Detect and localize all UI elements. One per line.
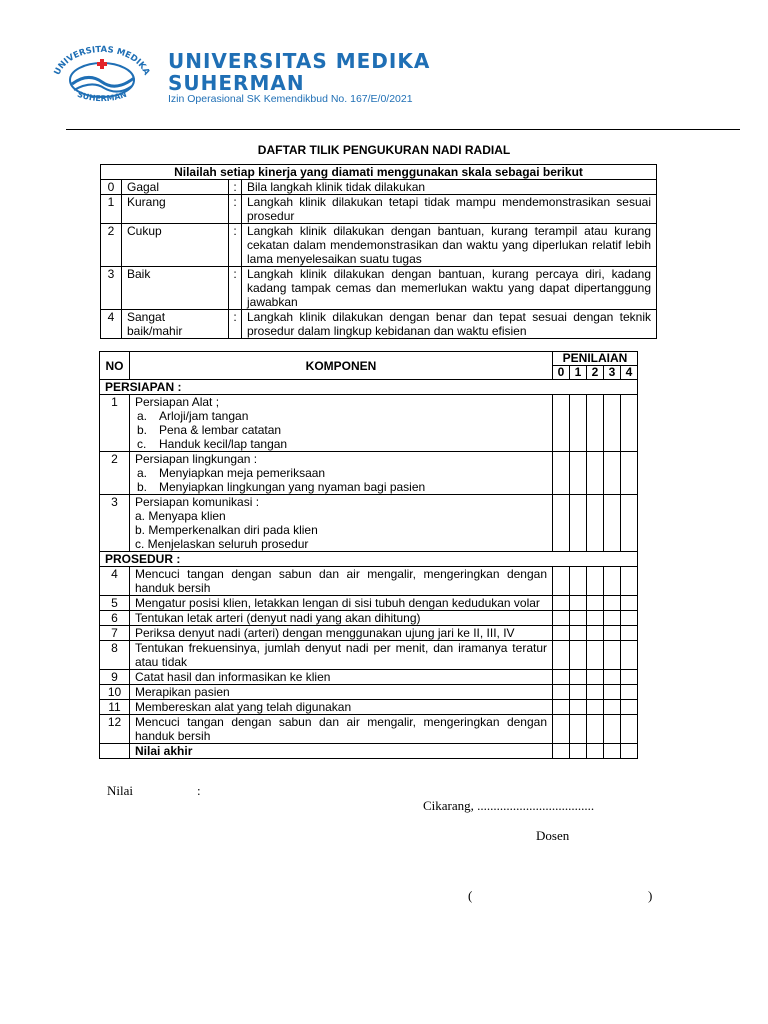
signature-paren-close: ) xyxy=(648,888,653,903)
table-row xyxy=(100,715,638,744)
score-cell[interactable] xyxy=(553,685,570,700)
header-divider xyxy=(66,129,740,130)
score-cell[interactable] xyxy=(621,641,638,670)
table-row xyxy=(100,596,638,611)
score-cell[interactable] xyxy=(621,670,638,685)
component-title: Persiapan komunikasi : xyxy=(135,495,260,509)
score-cell[interactable] xyxy=(570,700,587,715)
score-header: 0 xyxy=(553,366,570,380)
score-cell[interactable] xyxy=(587,744,604,759)
component-subitem: b. Menyiapkan lingkungan yang nyaman bagi pasien xyxy=(137,480,426,494)
score-cell[interactable] xyxy=(587,452,604,495)
score-cell[interactable] xyxy=(553,452,570,495)
score-cell[interactable] xyxy=(604,670,621,685)
score-cell[interactable] xyxy=(621,744,638,759)
table-row xyxy=(100,685,638,700)
score-cell[interactable] xyxy=(587,495,604,552)
score-cell[interactable] xyxy=(604,495,621,552)
row-number: 12 xyxy=(100,715,130,744)
score-cell[interactable] xyxy=(587,670,604,685)
section-persiapan: PERSIAPAN : xyxy=(100,380,638,395)
table-row xyxy=(100,567,638,596)
table-row xyxy=(100,611,638,626)
university-name xyxy=(168,50,430,94)
scale-colon: : xyxy=(229,195,242,224)
university-name-line2: SUHERMAN xyxy=(168,71,305,95)
nilai-colon: : xyxy=(197,783,201,798)
row-number: 3 xyxy=(100,495,130,552)
score-cell[interactable] xyxy=(553,626,570,641)
score-cell[interactable] xyxy=(604,611,621,626)
score-cell[interactable] xyxy=(621,685,638,700)
scale-row xyxy=(101,224,657,267)
col-header-komponen: KOMPONEN xyxy=(130,352,553,380)
score-cell[interactable] xyxy=(604,395,621,452)
scale-label: Sangat baik/mahir xyxy=(122,310,229,339)
table-row xyxy=(100,700,638,715)
row-component: Catat hasil dan informasikan ke klien xyxy=(130,670,553,685)
score-cell[interactable] xyxy=(621,395,638,452)
row-component: Mengatur posisi klien, letakkan lengan di sisi tubuh dengan kedudukan volar xyxy=(130,596,553,611)
component-subitem: c. Menjelaskan seluruh prosedur xyxy=(135,537,309,551)
scale-colon: : xyxy=(229,267,242,310)
scale-num: 4 xyxy=(101,310,122,339)
row-component xyxy=(130,495,553,552)
row-component xyxy=(130,395,553,452)
row-component xyxy=(130,452,553,495)
component-title: Persiapan lingkungan : xyxy=(135,452,258,466)
score-cell[interactable] xyxy=(553,495,570,552)
row-component: Tentukan letak arteri (denyut nadi yang akan dihitung) xyxy=(130,611,553,626)
scale-num: 2 xyxy=(101,224,122,267)
row-number xyxy=(100,744,130,759)
col-header-penilaian: PENILAIAN xyxy=(553,352,638,366)
scale-desc: Langkah klinik dilakukan dengan bantuan, kurang percaya diri, kadang kadang tampak cemas dan memerlukan waktu yang dapat dipertanggung jawabkan xyxy=(242,267,657,310)
score-cell[interactable] xyxy=(604,626,621,641)
scale-label: Gagal xyxy=(122,180,229,195)
score-cell[interactable] xyxy=(570,452,587,495)
component-subitem: b. Memperkenalkan diri pada klien xyxy=(135,523,318,537)
row-number: 2 xyxy=(100,452,130,495)
score-cell[interactable] xyxy=(553,596,570,611)
component-title: Persiapan Alat ; xyxy=(135,395,220,409)
score-cell[interactable] xyxy=(604,567,621,596)
score-cell[interactable] xyxy=(587,715,604,744)
scale-heading: Nilailah setiap kinerja yang diamati menggunakan skala sebagai berikut xyxy=(101,165,657,180)
score-cell[interactable] xyxy=(570,567,587,596)
score-cell[interactable] xyxy=(621,452,638,495)
score-cell[interactable] xyxy=(553,744,570,759)
score-cell[interactable] xyxy=(587,596,604,611)
score-cell[interactable] xyxy=(570,670,587,685)
scale-num: 3 xyxy=(101,267,122,310)
row-number: 6 xyxy=(100,611,130,626)
row-number: 1 xyxy=(100,395,130,452)
component-subitem: a. Menyapa klien xyxy=(135,509,226,523)
score-cell[interactable] xyxy=(604,744,621,759)
score-cell[interactable] xyxy=(570,626,587,641)
score-cell[interactable] xyxy=(604,715,621,744)
svg-text:SUHERMAN xyxy=(76,90,128,103)
score-cell[interactable] xyxy=(587,395,604,452)
col-header-no: NO xyxy=(100,352,130,380)
score-cell[interactable] xyxy=(570,715,587,744)
table-row xyxy=(100,495,638,552)
score-cell[interactable] xyxy=(570,596,587,611)
row-number: 4 xyxy=(100,567,130,596)
score-cell[interactable] xyxy=(553,567,570,596)
score-cell[interactable] xyxy=(553,700,570,715)
scale-colon: : xyxy=(229,224,242,267)
score-cell[interactable] xyxy=(570,611,587,626)
component-subitem: a. Menyiapkan meja pemeriksaan xyxy=(137,466,326,480)
score-cell[interactable] xyxy=(604,641,621,670)
scale-desc: Langkah klinik dilakukan tetapi tidak mampu mendemonstrasikan sesuai prosedur xyxy=(242,195,657,224)
score-cell[interactable] xyxy=(621,495,638,552)
place-date-line: Cikarang, .................................... xyxy=(423,798,595,813)
score-cell[interactable] xyxy=(587,641,604,670)
scale-desc: Bila langkah klinik tidak dilakukan xyxy=(242,180,657,195)
document-title: DAFTAR TILIK PENGUKURAN NADI RADIAL xyxy=(257,143,511,157)
component-subitem: b. Pena & lembar catatan xyxy=(137,423,282,437)
signature-paren-open: ( xyxy=(468,888,473,903)
row-number: 9 xyxy=(100,670,130,685)
score-header: 1 xyxy=(570,366,587,380)
scale-desc: Langkah klinik dilakukan dengan benar dan tepat sesuai dengan teknik prosedur dalam lingkup kebidanan dan waktu efisien xyxy=(242,310,657,339)
scale-row xyxy=(101,310,657,339)
scale-label: Cukup xyxy=(122,224,229,267)
row-number: 8 xyxy=(100,641,130,670)
score-cell[interactable] xyxy=(621,611,638,626)
table-row xyxy=(100,641,638,670)
score-cell[interactable] xyxy=(621,596,638,611)
table-row xyxy=(100,452,638,495)
score-cell[interactable] xyxy=(553,395,570,452)
row-component: Tentukan frekuensinya, jumlah denyut nadi per menit, dan iramanya teratur atau tidak xyxy=(130,641,553,670)
score-cell[interactable] xyxy=(604,700,621,715)
score-cell[interactable] xyxy=(553,670,570,685)
score-cell[interactable] xyxy=(587,685,604,700)
component-subitem: c. Handuk kecil/lap tangan xyxy=(137,437,288,451)
score-cell[interactable] xyxy=(604,685,621,700)
scale-row xyxy=(101,195,657,224)
row-component: Periksa denyut nadi (arteri) dengan menggunakan ujung jari ke II, III, IV xyxy=(130,626,553,641)
scale-label: Baik xyxy=(122,267,229,310)
row-component: Merapikan pasien xyxy=(130,685,553,700)
logo-arc-text-bottom: SUHERMAN xyxy=(76,89,128,104)
row-component: Membereskan alat yang telah digunakan xyxy=(130,700,553,715)
operating-permit: Izin Operasional SK Kemendikbud No. 167/E/0/2021 xyxy=(168,93,413,105)
score-cell[interactable] xyxy=(587,700,604,715)
scale-num: 1 xyxy=(101,195,122,224)
table-row xyxy=(100,744,638,759)
score-cell[interactable] xyxy=(621,567,638,596)
score-cell[interactable] xyxy=(604,596,621,611)
score-cell[interactable] xyxy=(570,495,587,552)
row-number: 5 xyxy=(100,596,130,611)
component-subitem: a. Arloji/jam tangan xyxy=(137,409,249,423)
scale-desc: Langkah klinik dilakukan dengan bantuan, kurang terampil atau kurang cekatan dalam mendemonstrasikan dan waktu yang diperlukan relatif lebih lama menyelesaikan suatu tugas xyxy=(242,224,657,267)
score-cell[interactable] xyxy=(553,715,570,744)
row-number: 11 xyxy=(100,700,130,715)
score-header: 4 xyxy=(621,366,638,380)
score-cell[interactable] xyxy=(621,626,638,641)
row-number: 10 xyxy=(100,685,130,700)
checklist-table xyxy=(99,351,638,759)
score-cell[interactable] xyxy=(553,641,570,670)
score-cell[interactable] xyxy=(570,685,587,700)
red-cross-icon xyxy=(97,59,107,69)
rating-scale-table xyxy=(100,164,657,339)
score-cell[interactable] xyxy=(570,641,587,670)
score-cell[interactable] xyxy=(587,626,604,641)
score-cell[interactable] xyxy=(587,567,604,596)
scale-row xyxy=(101,180,657,195)
scale-num: 0 xyxy=(101,180,122,195)
scale-label: Kurang xyxy=(122,195,229,224)
score-header: 2 xyxy=(587,366,604,380)
row-number: 7 xyxy=(100,626,130,641)
final-score-label: Nilai akhir xyxy=(130,744,553,759)
university-name-line1: UNIVERSITAS MEDIKA xyxy=(168,49,431,73)
university-logo xyxy=(48,42,156,106)
scale-colon: : xyxy=(229,180,242,195)
table-row xyxy=(100,626,638,641)
score-cell[interactable] xyxy=(553,611,570,626)
section-prosedur: PROSEDUR : xyxy=(100,552,638,567)
logo-arc-text-top: UNIVERSITAS MEDIKA xyxy=(52,44,152,77)
score-cell[interactable] xyxy=(587,611,604,626)
scale-row xyxy=(101,267,657,310)
score-cell[interactable] xyxy=(604,452,621,495)
score-cell[interactable] xyxy=(621,715,638,744)
table-row xyxy=(100,670,638,685)
table-row xyxy=(100,395,638,452)
score-cell[interactable] xyxy=(570,744,587,759)
score-cell[interactable] xyxy=(570,395,587,452)
score-cell[interactable] xyxy=(621,700,638,715)
nilai-label: Nilai xyxy=(107,783,133,798)
row-component: Mencuci tangan dengan sabun dan air mengalir, mengeringkan dengan handuk bersih xyxy=(130,715,553,744)
row-component: Mencuci tangan dengan sabun dan air mengalir, mengeringkan dengan handuk bersih xyxy=(130,567,553,596)
dosen-label: Dosen xyxy=(536,828,570,843)
score-header: 3 xyxy=(604,366,621,380)
scale-colon: : xyxy=(229,310,242,339)
